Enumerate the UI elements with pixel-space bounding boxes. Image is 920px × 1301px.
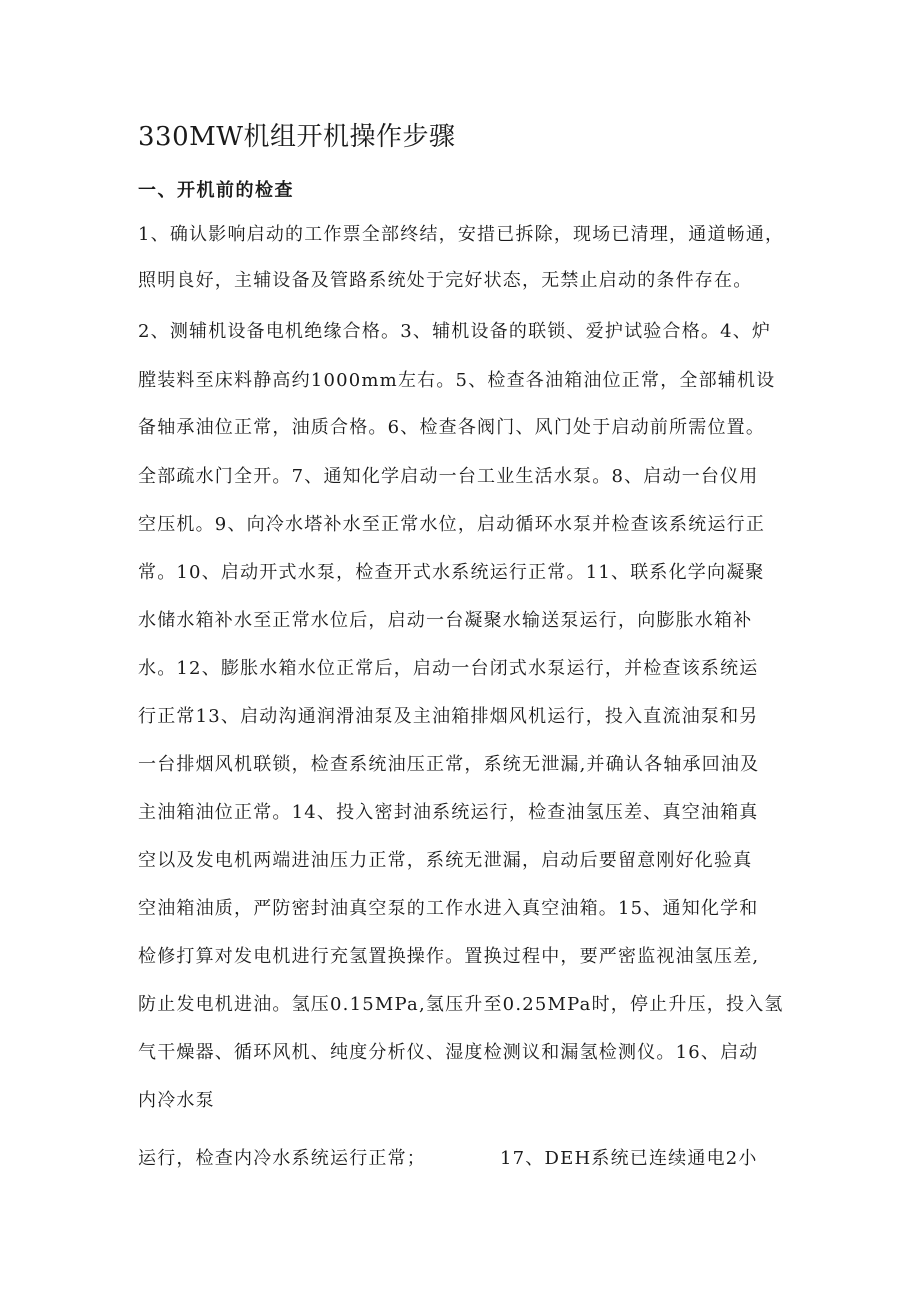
paragraph-line: 照明良好，主辅设备及管路系统处于完好状态，无禁止启动的条件存在。 bbox=[138, 270, 753, 291]
paragraph-line: 空压机。9、向冷水塔补水至正常水位，启动循环水泵并检查该系统运行正 bbox=[138, 514, 766, 535]
paragraph-line: 防止发电机进油。氢压0.15MPa,氢压升至0.25MPa时，停止升压，投入氢 bbox=[138, 994, 784, 1015]
paragraph-line: 1、确认影响启动的工作票全部终结，安措已拆除，现场已清理，通道畅通， bbox=[138, 224, 785, 245]
paragraph-line: 水。12、膨胀水箱水位正常后，启动一台闭式水泵运行，并检查该系统运 bbox=[138, 658, 759, 679]
document-title: 330MW机组开机操作步骤 bbox=[138, 122, 456, 152]
paragraph-line-tail-left: 运行，检查内冷水系统运行正常； bbox=[138, 1148, 426, 1169]
paragraph-line: 行正常13、启动沟通润滑油泵及主油箱排烟风机运行，投入直流油泵和另 bbox=[138, 706, 759, 727]
paragraph-line: 2、测辅机设备电机绝缘合格。3、辅机设备的联锁、爱护试验合格。4、炉 bbox=[138, 321, 772, 342]
paragraph-line: 备轴承油位正常，油质合格。6、检查各阀门、风门处于启动前所需位置。 bbox=[138, 417, 766, 438]
paragraph-line: 膛装料至床料静高约1000mm左右。5、检查各油箱油位正常，全部辅机设 bbox=[138, 370, 776, 391]
paragraph-line: 空油箱油质，严防密封油真空泵的工作水进入真空油箱。15、通知化学和 bbox=[138, 898, 759, 919]
paragraph-line: 空以及发电机两端进油压力正常，系统无泄漏，启动后要留意刚好化验真 bbox=[138, 850, 753, 871]
paragraph-line: 主油箱油位正常。14、投入密封油系统运行，检查油氢压差、真空油箱真 bbox=[138, 802, 759, 823]
paragraph-line-tail-right: 17、DEH系统已连续通电2小 bbox=[500, 1148, 758, 1169]
section-heading: 一、开机前的检查 bbox=[138, 180, 294, 201]
paragraph-line: 常。10、启动开式水泵，检查开式水系统运行正常。11、联系化学向凝聚 bbox=[138, 562, 765, 583]
paragraph-line: 一台排烟风机联锁，检查系统油压正常，系统无泄漏,并确认各轴承回油及 bbox=[138, 754, 760, 775]
paragraph-line: 内冷水泵 bbox=[138, 1090, 215, 1111]
paragraph-line: 水储水箱补水至正常水位后，启动一台凝聚水输送泵运行，向膨胀水箱补 bbox=[138, 610, 753, 631]
paragraph-line: 气干燥器、循环风机、纯度分析仪、湿度检测议和漏氢检测仪。16、启动 bbox=[138, 1042, 759, 1063]
paragraph-line: 全部疏水门全开。7、通知化学启动一台工业生活水泵。8、启动一台仪用 bbox=[138, 466, 759, 487]
paragraph-line: 检修打算对发电机进行充氢置换操作。置换过程中，要严密监视油氢压差, bbox=[138, 946, 760, 967]
